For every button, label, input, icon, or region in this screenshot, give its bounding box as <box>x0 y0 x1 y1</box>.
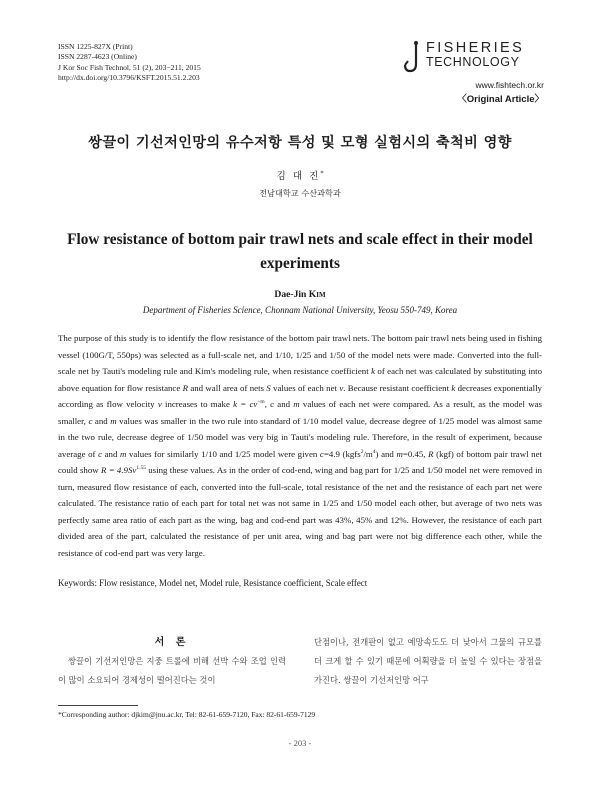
author-family-name: Kim <box>308 289 326 300</box>
footnote-divider <box>58 705 138 706</box>
intro-right-column: 단점이나, 전개판이 없고 예망속도도 더 낮아서 그물의 규모를 더 크게 할 수 있기 때문에 어획량을 더 높일 수 있다는 장점을 가진다. 쌍끌이 기선저인망 어구 <box>314 637 542 685</box>
journal-website[interactable]: www.fishtech.or.kr <box>475 80 544 90</box>
english-title: Flow resistance of bottom pair trawl nets and scale effect in their model experiments <box>67 231 533 272</box>
intro-heading: 서 론 <box>154 637 190 648</box>
korean-affiliation: 전남대학교 수산과학과 <box>259 188 341 198</box>
equation-k: k = cv <box>233 399 258 409</box>
korean-title: 쌍끌이 기선저인망의 유수저항 특성 및 모형 실험시의 축척비 영향 <box>88 135 512 151</box>
page-number: - 203 - <box>288 738 312 748</box>
author-given-name: Dae-Jin <box>274 289 309 300</box>
journal-header <box>58 42 201 83</box>
logo-line1: FISHERIES <box>426 40 525 56</box>
abstract: The purpose of this study is to identify the flow resistance of the bottom pair trawl nets. The bottom pair trawl nets being used in fishing vessel (100G/T, 550ps) was selected as a full-scale net, and 1/10, 1/25 and 1/50 of the model nets were made. Converted into the full-scale net by Tauti's modeling rule and Kim's modeling rule, when resistance coefficient k of each net was calculated by substituting into above equation for flow resistance R and wall area of nets S values of each net v. Because resistant coefficient k decreases exponentially according as flow velocity v increases to make $k = cv^{-m}$, c and m values of each net were compared. As a result, as the model was smaller, c and m values was smaller in the two rule into standard of 1/10 model value, decrease degree of 1/25 model was almost same in the two rule, decrease degree of 1/50 model was very big in Tauti's modeling rule. Therefore, in the result of experiment, because average of c and m values for similarly 1/10 and 1/25 model were given c=4.9 $(kgfs^2/m^4)$ and m=0.45, R (kgf) of bottom pair trawl net could show $R = 4.9Sv^{1.55}$ using these values. As in the order of cod-end, wing and bag part for 1/25 and 1/50 model net were removed in turn, measured flow resistance of each, converted into the full-scale, total resistance of the net and the resistance of each part net were calculated. The resistance ratio of each part for total net was not same in 1/25 and 1/50 model each other, but average of two nets was perfectly same area ratio of each part as the wing, bag and cod-end part was 43%, 45% and 12%. However, the resistance of each part divided area of the part, calculated the resistance of per unit area, wing and bag part were not big difference each other, while the resistance of cod-end part was very large. <box>58 333 543 558</box>
korean-author <box>0 168 600 182</box>
corresponding-mark: * <box>320 169 324 177</box>
issn-online: ISSN 2287-4623 (Online) <box>58 52 137 62</box>
corresponding-author-footnote: *Corresponding author: djkim@jnu.ac.kr, Tel: 82-61-659-7120, Fax: 82-61-659-7129 <box>58 710 316 719</box>
fish-hook-icon <box>404 40 424 74</box>
journal-reference: J Kor Soc Fish Technol, 51 (2), 203−211, 2015 <box>58 62 201 72</box>
korean-author-name: 김 대 진 <box>276 171 321 182</box>
article-type: 〈Original Article〉 <box>457 94 544 105</box>
intro-left-column: 쌍끌이 기선저인망은 지중 트롤에 비해 선박 수와 조업 인력이 많이 소요되어 경제성이 떨어진다는 것이 <box>58 656 286 685</box>
issn-print: ISSN 1225-827X (Print) <box>58 42 133 51</box>
equation-R: R = 4.9Sv <box>100 465 137 475</box>
keywords: Keywords: Flow resistance, Model net, Model rule, Resistance coefficient, Scale effect <box>58 578 368 588</box>
logo-line2: TECHNOLOGY <box>426 55 520 69</box>
english-affiliation: Department of Fisheries Science, Chonnam National University, Yeosu 550-749, Korea <box>142 305 458 315</box>
doi-link[interactable]: http://dx.doi.org/10.3796/KSFT.2015.51.2.203 <box>58 72 200 82</box>
english-author <box>0 289 600 300</box>
